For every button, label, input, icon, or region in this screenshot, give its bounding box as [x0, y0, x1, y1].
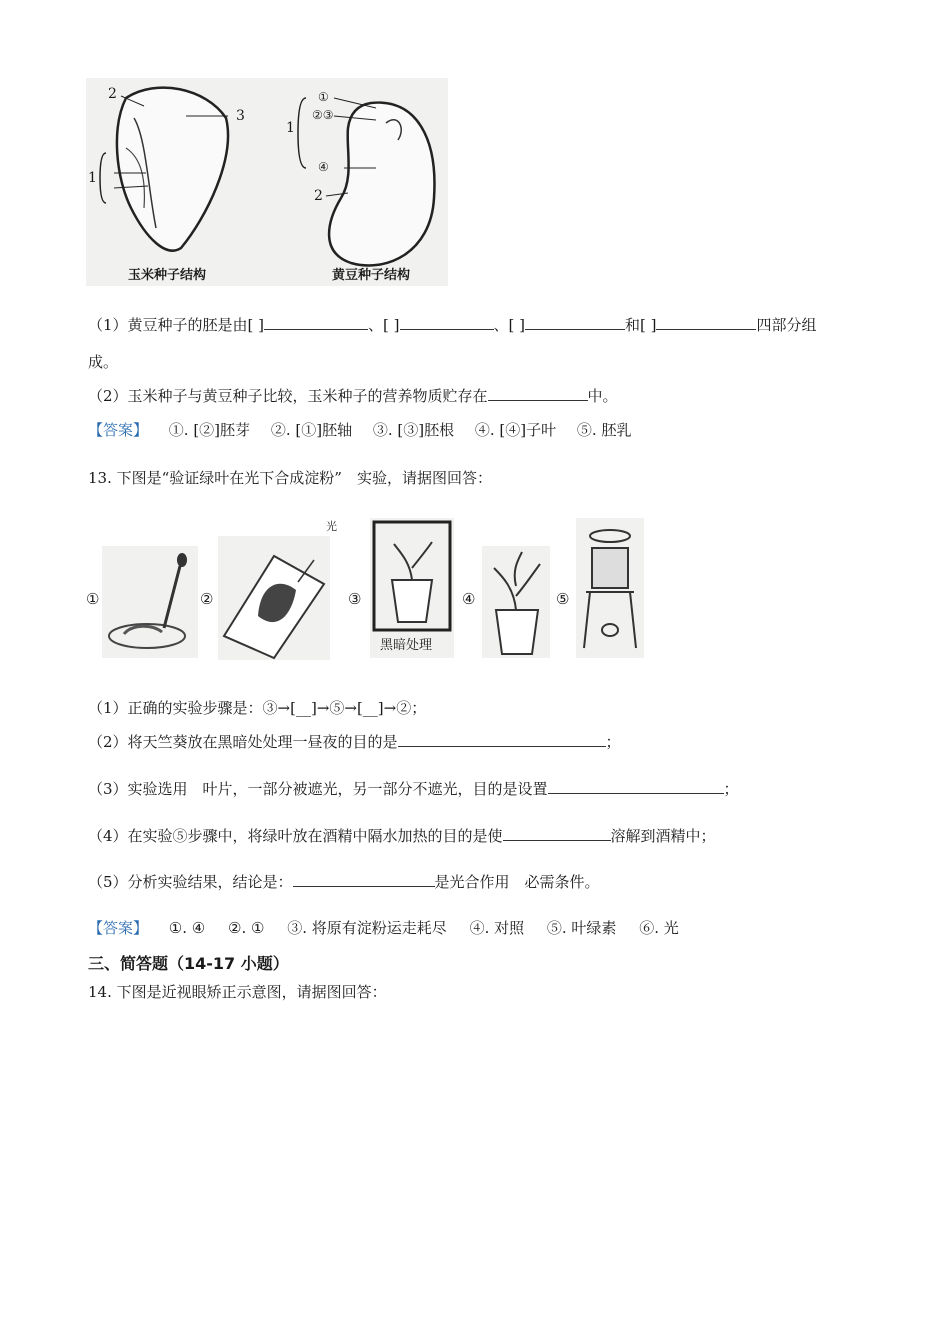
light-label: 光 [326, 520, 337, 533]
seed-structure-figure [86, 78, 448, 286]
q13-part4: （4）在实验⑤步骤中，将绿叶放在酒精中隔水加热的目的是使 溶解到酒精中； [88, 827, 716, 845]
step-1-image [102, 546, 198, 658]
corn-label-2: 2 [108, 86, 117, 102]
q12-part2: （2）玉米种子与黄豆种子比较，玉米种子的营养物质贮存在 中。 [88, 387, 618, 405]
step-2-image [218, 536, 330, 660]
q13-part2: （2）将天竺葵放在黑暗处处理一昼夜的目的是 ； [88, 733, 621, 751]
blank[interactable] [525, 315, 625, 330]
dropper-dish-drawing [102, 546, 198, 658]
q13-part5: （5）分析实验结果，结论是： 是光合作用 必需条件。 [88, 873, 600, 891]
blank[interactable] [656, 315, 756, 330]
blank[interactable] [548, 779, 724, 794]
experiment-figure [86, 516, 646, 661]
blank[interactable] [488, 386, 588, 401]
blank[interactable] [400, 315, 494, 330]
dark-treatment-label: 黑暗处理 [380, 638, 433, 653]
seed-structure-drawing [86, 78, 448, 286]
q14-title: 14. 下图是近视眼矫正示意图，请据图回答： [88, 983, 387, 1001]
q12-part1: （1）黄豆种子的胚是由[ ] 、[ ] 、[ ] 和[ ] 四部分组 [88, 316, 817, 334]
soy-label-circle-1: ① [318, 90, 329, 104]
soy-caption: 黄豆种子结构 [332, 268, 411, 283]
blank[interactable] [398, 732, 606, 747]
corn-caption: 玉米种子结构 [128, 268, 207, 283]
step-5-image [576, 518, 644, 658]
blank[interactable] [264, 315, 368, 330]
corn-label-3: 3 [236, 108, 245, 124]
q13-title: 13. 下图是“验证绿叶在光下合成淀粉” 实验，请据图回答： [88, 469, 492, 487]
step-label-5: ⑤ [556, 590, 570, 608]
q13-answer: 【答案】 ①. ④ ②. ① ③. 将原有淀粉运走耗尽 ④. 对照 ⑤. 叶绿素 ⑥. 光 [88, 919, 679, 937]
answer-tag: 【答案】 [88, 919, 149, 937]
soy-label-circle-23: ②③ [312, 108, 334, 122]
step-label-3: ③ [348, 590, 362, 608]
q13-part1: （1）正确的实验步骤是：③→[__]→⑤→[__]→②； [88, 699, 427, 717]
blank[interactable] [293, 872, 435, 887]
step-3-image [370, 518, 454, 658]
step-4-image [482, 546, 550, 658]
step-label-2: ② [200, 590, 214, 608]
step-label-4: ④ [462, 590, 476, 608]
water-bath-drawing [576, 518, 644, 658]
soy-label-circle-4: ④ [318, 160, 329, 174]
answer-tag: 【答案】 [88, 421, 149, 439]
leaf-on-paper-drawing [218, 536, 330, 660]
section-heading: 三、简答题（14-17 小题） [88, 954, 289, 973]
plant-pot-drawing [482, 546, 550, 658]
soy-label-2: 2 [314, 188, 323, 204]
step-label-1: ① [86, 590, 100, 608]
q12-answer: 【答案】 ①. [②]胚芽 ②. [①]胚轴 ③. [③]胚根 ④. [④]子叶 ⑤. 胚乳 [88, 421, 632, 439]
blank[interactable] [503, 826, 611, 841]
corn-label-1: 1 [88, 170, 97, 186]
q13-part3: （3）实验选用 叶片，一部分被遮光，另一部分不遮光，目的是设置 ； [88, 780, 739, 798]
soy-label-1: 1 [286, 120, 295, 136]
q12-part1-cont: 成。 [88, 353, 119, 371]
